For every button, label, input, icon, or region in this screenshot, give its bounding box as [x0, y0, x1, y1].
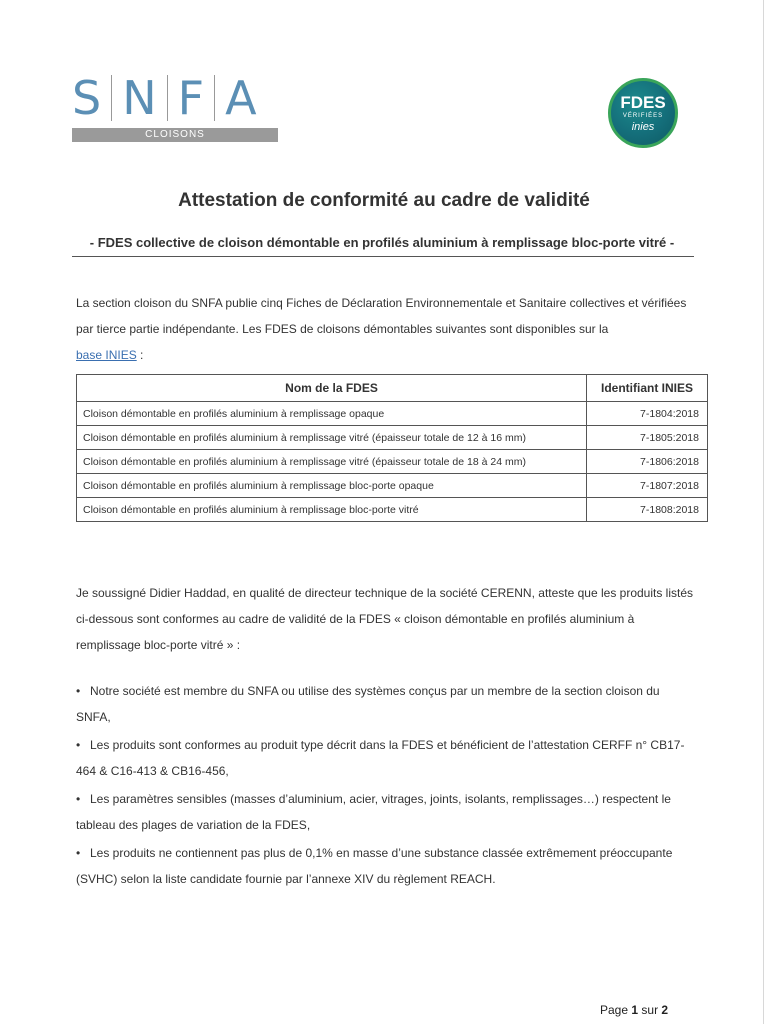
page-edge	[763, 0, 764, 1024]
list-item-text: Les produits ne contiennent pas plus de 0,1% en masse d’une substance classée extrêmement préoccupante (SVHC) selon la liste candidate fournie par l’annexe XIV du règlement REACH.	[76, 846, 673, 886]
logo-separator	[214, 75, 215, 121]
list-item	[76, 678, 696, 730]
table-cell-name: Cloison démontable en profilés aluminium à remplissage opaque	[77, 402, 587, 426]
table-header-row	[77, 375, 708, 402]
table-cell-name: Cloison démontable en profilés aluminium à remplissage bloc-porte vitré	[77, 498, 587, 522]
table-cell-id: 7-1806:2018	[587, 450, 708, 474]
table-row	[77, 426, 708, 450]
page-label: Page	[600, 1003, 629, 1017]
table-header-id: Identifiant INIES	[587, 375, 708, 402]
intro-after-link: :	[136, 348, 144, 362]
bullet-icon: •	[76, 792, 81, 806]
table-header-name: Nom de la FDES	[77, 375, 587, 402]
snfa-logo	[72, 70, 278, 142]
logo-letter-n: N	[122, 71, 157, 125]
table-cell-name: Cloison démontable en profilés aluminium à remplissage vitré (épaisseur totale de 18 à 24 mm)	[77, 450, 587, 474]
list-item-text: Notre société est membre du SNFA ou utilise des systèmes conçus par un membre de la section cloison du SNFA,	[76, 684, 660, 724]
page-total: 2	[661, 1003, 669, 1017]
table-cell-id: 7-1805:2018	[587, 426, 708, 450]
logo-letter-f: F	[177, 71, 205, 125]
badge-line2: VÉRIFIÉES	[622, 113, 664, 119]
logo-separator	[111, 75, 112, 121]
page-title: Attestation de conformité au cadre de validité	[178, 190, 590, 211]
page-number	[600, 1003, 668, 1017]
list-item	[76, 732, 696, 784]
table-cell-id: 7-1804:2018	[587, 402, 708, 426]
logo-letter-s: S	[72, 71, 102, 125]
table-cell-id: 7-1807:2018	[587, 474, 708, 498]
logo-letters	[72, 70, 278, 126]
page-sep: sur	[641, 1003, 659, 1017]
table-row	[77, 474, 708, 498]
badge-line1: FDES	[620, 93, 666, 112]
list-item	[76, 786, 696, 838]
subtitle-underline	[72, 256, 694, 257]
fdes-verified-badge	[608, 78, 678, 148]
table-cell-id: 7-1808:2018	[587, 498, 708, 522]
attestation-paragraph: Je soussigné Didier Haddad, en qualité de directeur technique de la société CERENN, atteste que les produits listés ci-dessous sont conformes au cadre de validité de la FDES « cloison démontable en profilés aluminium à remplissage bloc-porte vitré » :	[76, 586, 694, 652]
intro-text: La section cloison du SNFA publie cinq Fiches de Déclaration Environnementale et Sanitaire collectives et vérifiées par tierce partie indépendante. Les FDES de cloisons démontables suivantes sont disponibles sur la	[76, 296, 687, 336]
bullet-icon: •	[76, 684, 81, 698]
table-row	[77, 450, 708, 474]
intro-paragraph	[76, 290, 696, 368]
logo-letter-a: A	[225, 71, 257, 125]
conditions-list	[76, 678, 696, 894]
list-item-text: Les paramètres sensibles (masses d’aluminium, acier, vitrages, joints, isolants, remplissages…) respectent le tableau des plages de variation de la FDES,	[76, 792, 671, 832]
inies-link[interactable]: base INIES	[76, 348, 137, 362]
list-item	[76, 840, 696, 892]
table-cell-name: Cloison démontable en profilés aluminium à remplissage bloc-porte opaque	[77, 474, 587, 498]
table-cell-name: Cloison démontable en profilés aluminium à remplissage vitré (épaisseur totale de 12 à 16 mm)	[77, 426, 587, 450]
table-row	[77, 402, 708, 426]
page-current: 1	[631, 1003, 639, 1017]
fdes-table	[76, 374, 708, 522]
badge-line3: inies	[631, 121, 655, 133]
bullet-icon: •	[76, 846, 81, 860]
list-item-text: Les produits sont conformes au produit type décrit dans la FDES et bénéficient de l’attestation CERFF n° CB17-464 & C16-413 & CB16-456,	[76, 738, 685, 778]
logo-band: CLOISONS	[72, 128, 278, 142]
logo-separator	[167, 75, 168, 121]
table-row	[77, 498, 708, 522]
page-subtitle: - FDES collective de cloison démontable en profilés aluminium à remplissage bloc-porte vitré -	[89, 235, 675, 250]
bullet-icon: •	[76, 738, 81, 752]
